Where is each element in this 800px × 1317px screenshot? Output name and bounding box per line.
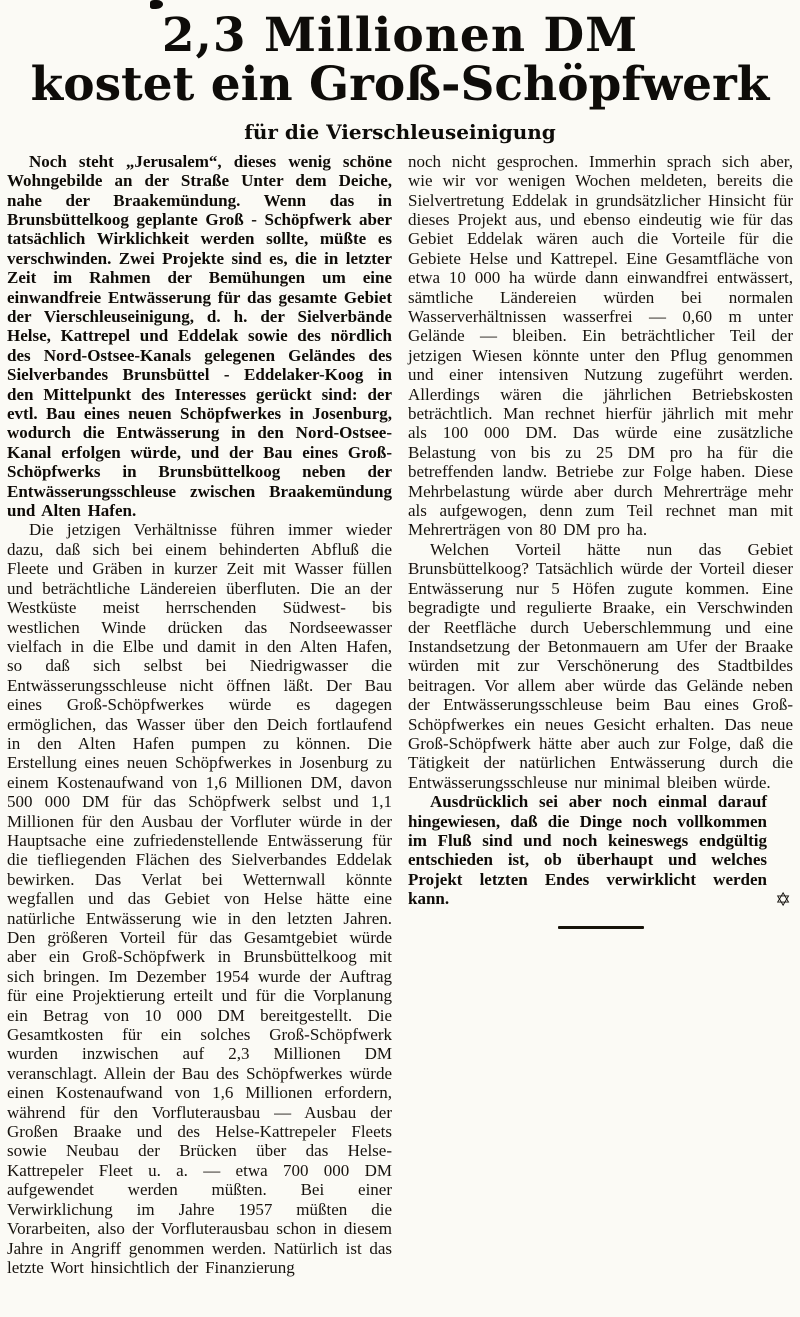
body-paragraph-right-continuation: noch nicht gesprochen. Immerhin sprach sich aber, wie wir vor wenigen Wochen meldeten, bereits die Sielvertretung Eddelak in grundsätzlicher Hinsicht für dieses Projekt aus, und ebenso eindeutig wie für das Gebiet Eddelak wären auch die Vorteile für die Gebiete Helse und Kattrepel. Eine Gesamtfläche von etwa 10 000 ha würde dann einwandfrei entwässert, sämtliche Ländereien würden bei normalen Wasserverhältnissen wasserfrei — 0,60 m unter Gelände — bleiben. Ein beträchtlicher Teil der jetzigen Wiesen könnte unter den Pflug genommen und einer intensiven Nutzung zugeführt werden. Allerdings wären die jährlichen Betriebskosten beträchtlich. Man rechnet hierfür jährlich mit mehr als 100 000 DM. Das würde eine zusätzliche Belastung von bis zu 25 DM pro ha für die betreffenden landw. Betriebe zur Folge haben. Diese Mehrbelastung würde aber durch Mehrerträge mehr als aufgewogen, denn zum Teil rechnet man mit Mehrerträgen von 80 DM pro ha. (408, 151, 793, 540)
star-ornament-icon: ✡ (775, 889, 791, 912)
body-paragraph-right: Welchen Vorteil hätte nun das Gebiet Brunsbüttelkoog? Tatsächlich würde der Vorteil dieser Entwässerung nur 5 Höfen zugute kommen. Eine begradigte und regulierte Braake, ein Verschwinden der Reetfläche durch Ueberschlemmung und eine Instandsetzung der Betonmauern am Ufer der Braake würden mit zur Verschönerung des Stadtbildes beitragen. Vor allem aber würde das Gelände neben der Entwässerungsschleuse beim Bau eines Groß-Schöpfwerkes ein neues Gesicht erhalten. Das neue Groß-Schöpfwerk hätte aber auch zur Folge, daß die Tätigkeit der natürlichen Entwässerung durch die Entwässerungsschleuse nur minimal bleiben würde. (408, 539, 793, 792)
left-column (7, 152, 392, 1278)
closing-paragraph-wrap (408, 792, 793, 912)
headline (7, 8, 793, 112)
article-columns (7, 152, 793, 1278)
right-column (408, 152, 793, 1278)
headline-line-2: kostet ein Groß-Schöpfwerk (30, 56, 770, 112)
end-rule-divider (558, 926, 644, 929)
article-header (7, 8, 793, 144)
headline-line-1: 2,3 Millionen DM (161, 8, 639, 63)
closing-paragraph: Ausdrücklich sei aber noch einmal darauf hingewiesen, daß die Dinge noch vollkommen im Fluß sind und noch keineswegs endgültig entschieden ist, ob überhaupt und welches Projekt letzten Endes verwirklicht werden kann. (408, 792, 767, 909)
article-subtitle: für die Vierschleuseinigung (244, 119, 556, 144)
lead-paragraph: Noch steht „Jerusalem“, dieses wenig schöne Wohngebilde an der Straße Unter dem Deiche, nahe der Braakemündung. Wenn das in Brunsbüttelkoog geplante Groß - Schöpfwerk aber tatsächlich Wirklichkeit werden sollte, müßte es verschwinden. Zwei Projekte sind es, die in letzter Zeit im Rahmen der Bemühungen um eine einwandfreie Entwässerung für das gesamte Gebiet der Vierschleuseinigung, d. h. der Sielverbände Helse, Kattrepel und Eddelak sowie des nördlich des Nord-Ostsee-Kanals gelegenen Geländes des Sielverbandes Brunsbüttel - Eddelaker-Koog in den Mittelpunkt des Interesses gerückt sind: der evtl. Bau eines neuen Schöpfwerkes in Josenburg, wodurch die Entwässerung in den Nord-Ostsee-Kanal erfolgen würde, und der Bau eines Groß-Schöpfwerks in Brunsbüttelkoog neben der Entwässerungsschleuse zwischen Braakemündung und Alten Hafen. (7, 151, 392, 521)
body-paragraph-left: Die jetzigen Verhältnisse führen immer wieder dazu, daß sich bei einem behinderten Abfluß die Fleete und Gräben in kurzer Zeit mit Wasser füllen und beträchtliche Ländereien überfluten. Die an der Westküste meist herrschenden Südwest- bis westlichen Winde drücken das Nordseewasser vielfach in die Elbe und damit in den Alten Hafen, so daß sich selbst bei Niedrigwasser die Entwässerungsschleuse nicht öffnen läßt. Der Bau eines Groß-Schöpfwerkes würde es dagegen ermöglichen, das Wasser über den Deich fortlaufend in den Alten Hafen pumpen zu können. Die Erstellung eines neuen Schöpfwerkes in Josenburg zu einem Kostenaufwand von 1,6 Millionen DM, davon 500 000 DM für das Schöpfwerk selbst und 1,1 Millionen für den Ausbau der Vorfluter würde in der Hauptsache eine zufriedenstellende Entwässerung für die tiefliegenden Flächen des Sielverbandes Eddelak bewirken. Das Verlat bei Wetternwall könnte wegfallen und das Gebiet von Helse hätte eine natürliche Entwässerung wie in den letzten Jahren. Den größeren Vorteil für das Gesamtgebiet würde aber ein Groß-Schöpfwerk in Brunsbüttelkoog mit sich bringen. Im Dezember 1954 wurde der Auftrag für eine Projektierung erteilt und für die Vorplanung ein Betrag von 10 000 DM bereitgestellt. Die Gesamtkosten für ein solches Groß-Schöpfwerk wurden inzwischen auf 2,3 Millionen DM veranschlagt. Allein der Bau des Schöpfwerkes würde einen Kostenaufwand von 1,6 Millionen erfordern, während für den Vorfluterausbau — Ausbau der Großen Braake und des Helse-Kattrepeler Fleets sowie Neubau der Brücken über das Helse-Kattrepeler Fleet u. a. — etwa 700 000 DM aufgewendet werden müßten. Bei einer Verwirklichung im Jahre 1957 müßten die Vorarbeiten, also der Vorfluterausbau schon in diesem Jahre in Angriff genommen werden. Natürlich ist das letzte Wort hinsichtlich der Finanzierung (7, 520, 392, 1277)
